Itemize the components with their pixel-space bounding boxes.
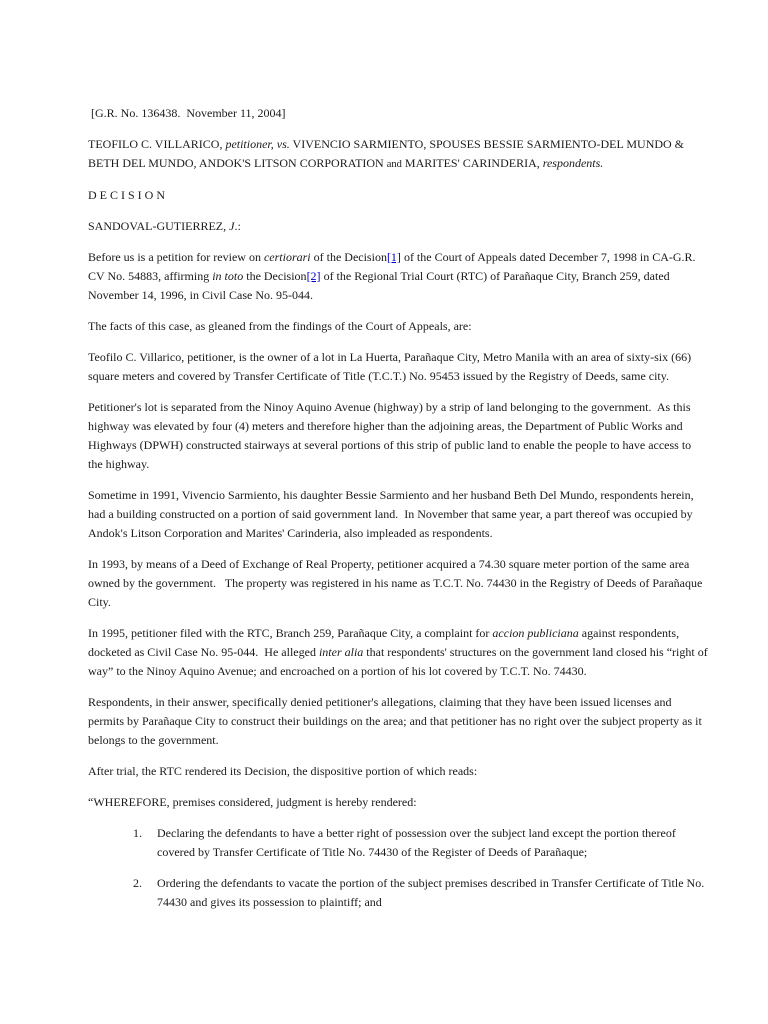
text-run: “WHEREFORE, premises considered, judgment is hereby rendered: bbox=[88, 795, 417, 809]
text-run: of the Decision bbox=[310, 250, 387, 264]
text-run: Sometime in 1991, Vivencio Sarmiento, his daughter Bessie Sarmiento and her husband Beth Del Mundo, respondents herein, had a building constructed on a portion of said government land. In November that same year, a part thereof was occupied by Andok's Litson Corporation and Marites' Carinderia, also impleaded as respondents. bbox=[88, 488, 697, 540]
text-run: In 1993, by means of a Deed of Exchange of Real Property, petitioner acquired a 74.30 square meter portion of the same area owned by the government. The property was registered in his name as T.C.T. No. 74430 in the Registry of Deeds of Parañaque City. bbox=[88, 557, 706, 609]
text-run: After trial, the RTC rendered its Decision, the dispositive portion of which reads: bbox=[88, 764, 478, 778]
text-run: accion publiciana bbox=[492, 626, 579, 640]
text-run: against respondents, docketed as Civil Case No. 95-044. He alleged bbox=[88, 626, 683, 659]
case-title bbox=[88, 135, 708, 174]
decision-heading bbox=[88, 186, 708, 205]
paragraph-petition-intro bbox=[88, 248, 708, 305]
text-run: the Decision bbox=[243, 269, 307, 283]
text-run: SANDOVAL-GUTIERREZ, bbox=[88, 219, 230, 233]
text-run: TEOFILO C. VILLARICO, bbox=[88, 137, 226, 151]
text-run: Declaring the defendants to have a better right of possession over the subject land except the portion thereof covered by Transfer Certificate of Title No. 74430 of the Register of Deeds of Parañaque; bbox=[157, 826, 679, 859]
footnote-link-1[interactable]: [1] bbox=[386, 250, 401, 264]
dispositive-item-1 bbox=[133, 824, 708, 862]
text-run: respondents. bbox=[542, 156, 604, 170]
paragraph-lot-ownership bbox=[88, 348, 708, 386]
document-content bbox=[88, 104, 711, 924]
paragraph-respondents-answer bbox=[88, 693, 708, 750]
text-run: Respondents, in their answer, specifically denied petitioner's allegations, claiming that they have been issued licenses and permits by Parañaque City to construct their buildings on the area; and that petitioner has no right over the subject property as it belongs to the government. bbox=[88, 695, 705, 747]
dispositive-item-2 bbox=[133, 874, 708, 912]
footnote-link-2[interactable]: [2] bbox=[306, 269, 321, 283]
paragraph-facts-intro bbox=[88, 317, 708, 336]
text-run: VIVENCIO SARMIENTO, SPOUSES BESSIE SARMIENTO-DEL MUNDO & BETH DEL MUNDO, ANDOK'S LITSON CORPORATION bbox=[88, 137, 688, 170]
list-item-text bbox=[157, 824, 708, 862]
paragraph-1993-deed bbox=[88, 555, 708, 612]
paragraph-wherefore bbox=[88, 793, 708, 812]
text-run: J bbox=[229, 219, 235, 233]
text-run: Teofilo C. Villarico, petitioner, is the owner of a lot in La Huerta, Parañaque City, Metro Manila with an area of sixty-six (66) square meters and covered by Transfer Certificate of Title (T.C.T.) No. 95453 issued by the Registry of Deeds, same city. bbox=[88, 350, 695, 383]
text-run: MARITES' CARINDERIA, bbox=[401, 156, 543, 170]
text-run: inter alia bbox=[318, 645, 364, 659]
gr-number-line bbox=[88, 104, 708, 123]
paragraph-1991-construction bbox=[88, 486, 708, 543]
text-run: of the Regional Trial Court (RTC) of Parañaque City, Branch 259, dated November 14, 1996, in Civil Case No. 95-044. bbox=[88, 269, 673, 302]
list-item-number: 2. bbox=[133, 876, 142, 890]
paragraph-rtc-decision-intro bbox=[88, 762, 708, 781]
paragraph-1995-complaint bbox=[88, 624, 711, 681]
text-run: of the Court of Appeals dated December 7, 1998 in CA-G.R. CV No. 54883, affirming bbox=[88, 250, 699, 283]
list-item-text bbox=[157, 874, 708, 912]
text-run: Before us is a petition for review on bbox=[88, 250, 264, 264]
list-item-number: 1. bbox=[133, 826, 142, 840]
text-run: and bbox=[386, 159, 402, 170]
paragraph-highway bbox=[88, 398, 708, 474]
text-run: D E C I S I O N bbox=[88, 188, 165, 202]
text-run: Ordering the defendants to vacate the portion of the subject premises described in Transfer Certificate of Title No. 74430 and gives its possession to plaintiff; and bbox=[157, 876, 708, 909]
ponente-line bbox=[88, 217, 708, 236]
text-run: The facts of this case, as gleaned from the findings of the Court of Appeals, are: bbox=[88, 319, 472, 333]
text-run: certiorari bbox=[263, 250, 311, 264]
text-run: In 1995, petitioner filed with the RTC, Branch 259, Parañaque City, a complaint for bbox=[88, 626, 493, 640]
text-run: Petitioner's lot is separated from the Ninoy Aquino Avenue (highway) by a strip of land belonging to the government. As this highway was elevated by four (4) meters and therefore higher than the adjoining areas, the Department of Public Works and Highways (DPWH) constructed stairways at several portions of this strip of public land to enable the people to have access to the highway. bbox=[88, 400, 695, 471]
text-run: [G.R. No. 136438. November 11, 2004] bbox=[88, 106, 286, 120]
text-run: in toto bbox=[212, 269, 244, 283]
text-run: .: bbox=[234, 219, 241, 233]
text-run: that respondents' structures on the government land closed his “right of way” to the Ninoy Aquino Avenue; and encroached on a portion of his lot covered by T.C.T. No. 74430. bbox=[88, 645, 711, 678]
text-run: petitioner, vs. bbox=[225, 137, 290, 151]
